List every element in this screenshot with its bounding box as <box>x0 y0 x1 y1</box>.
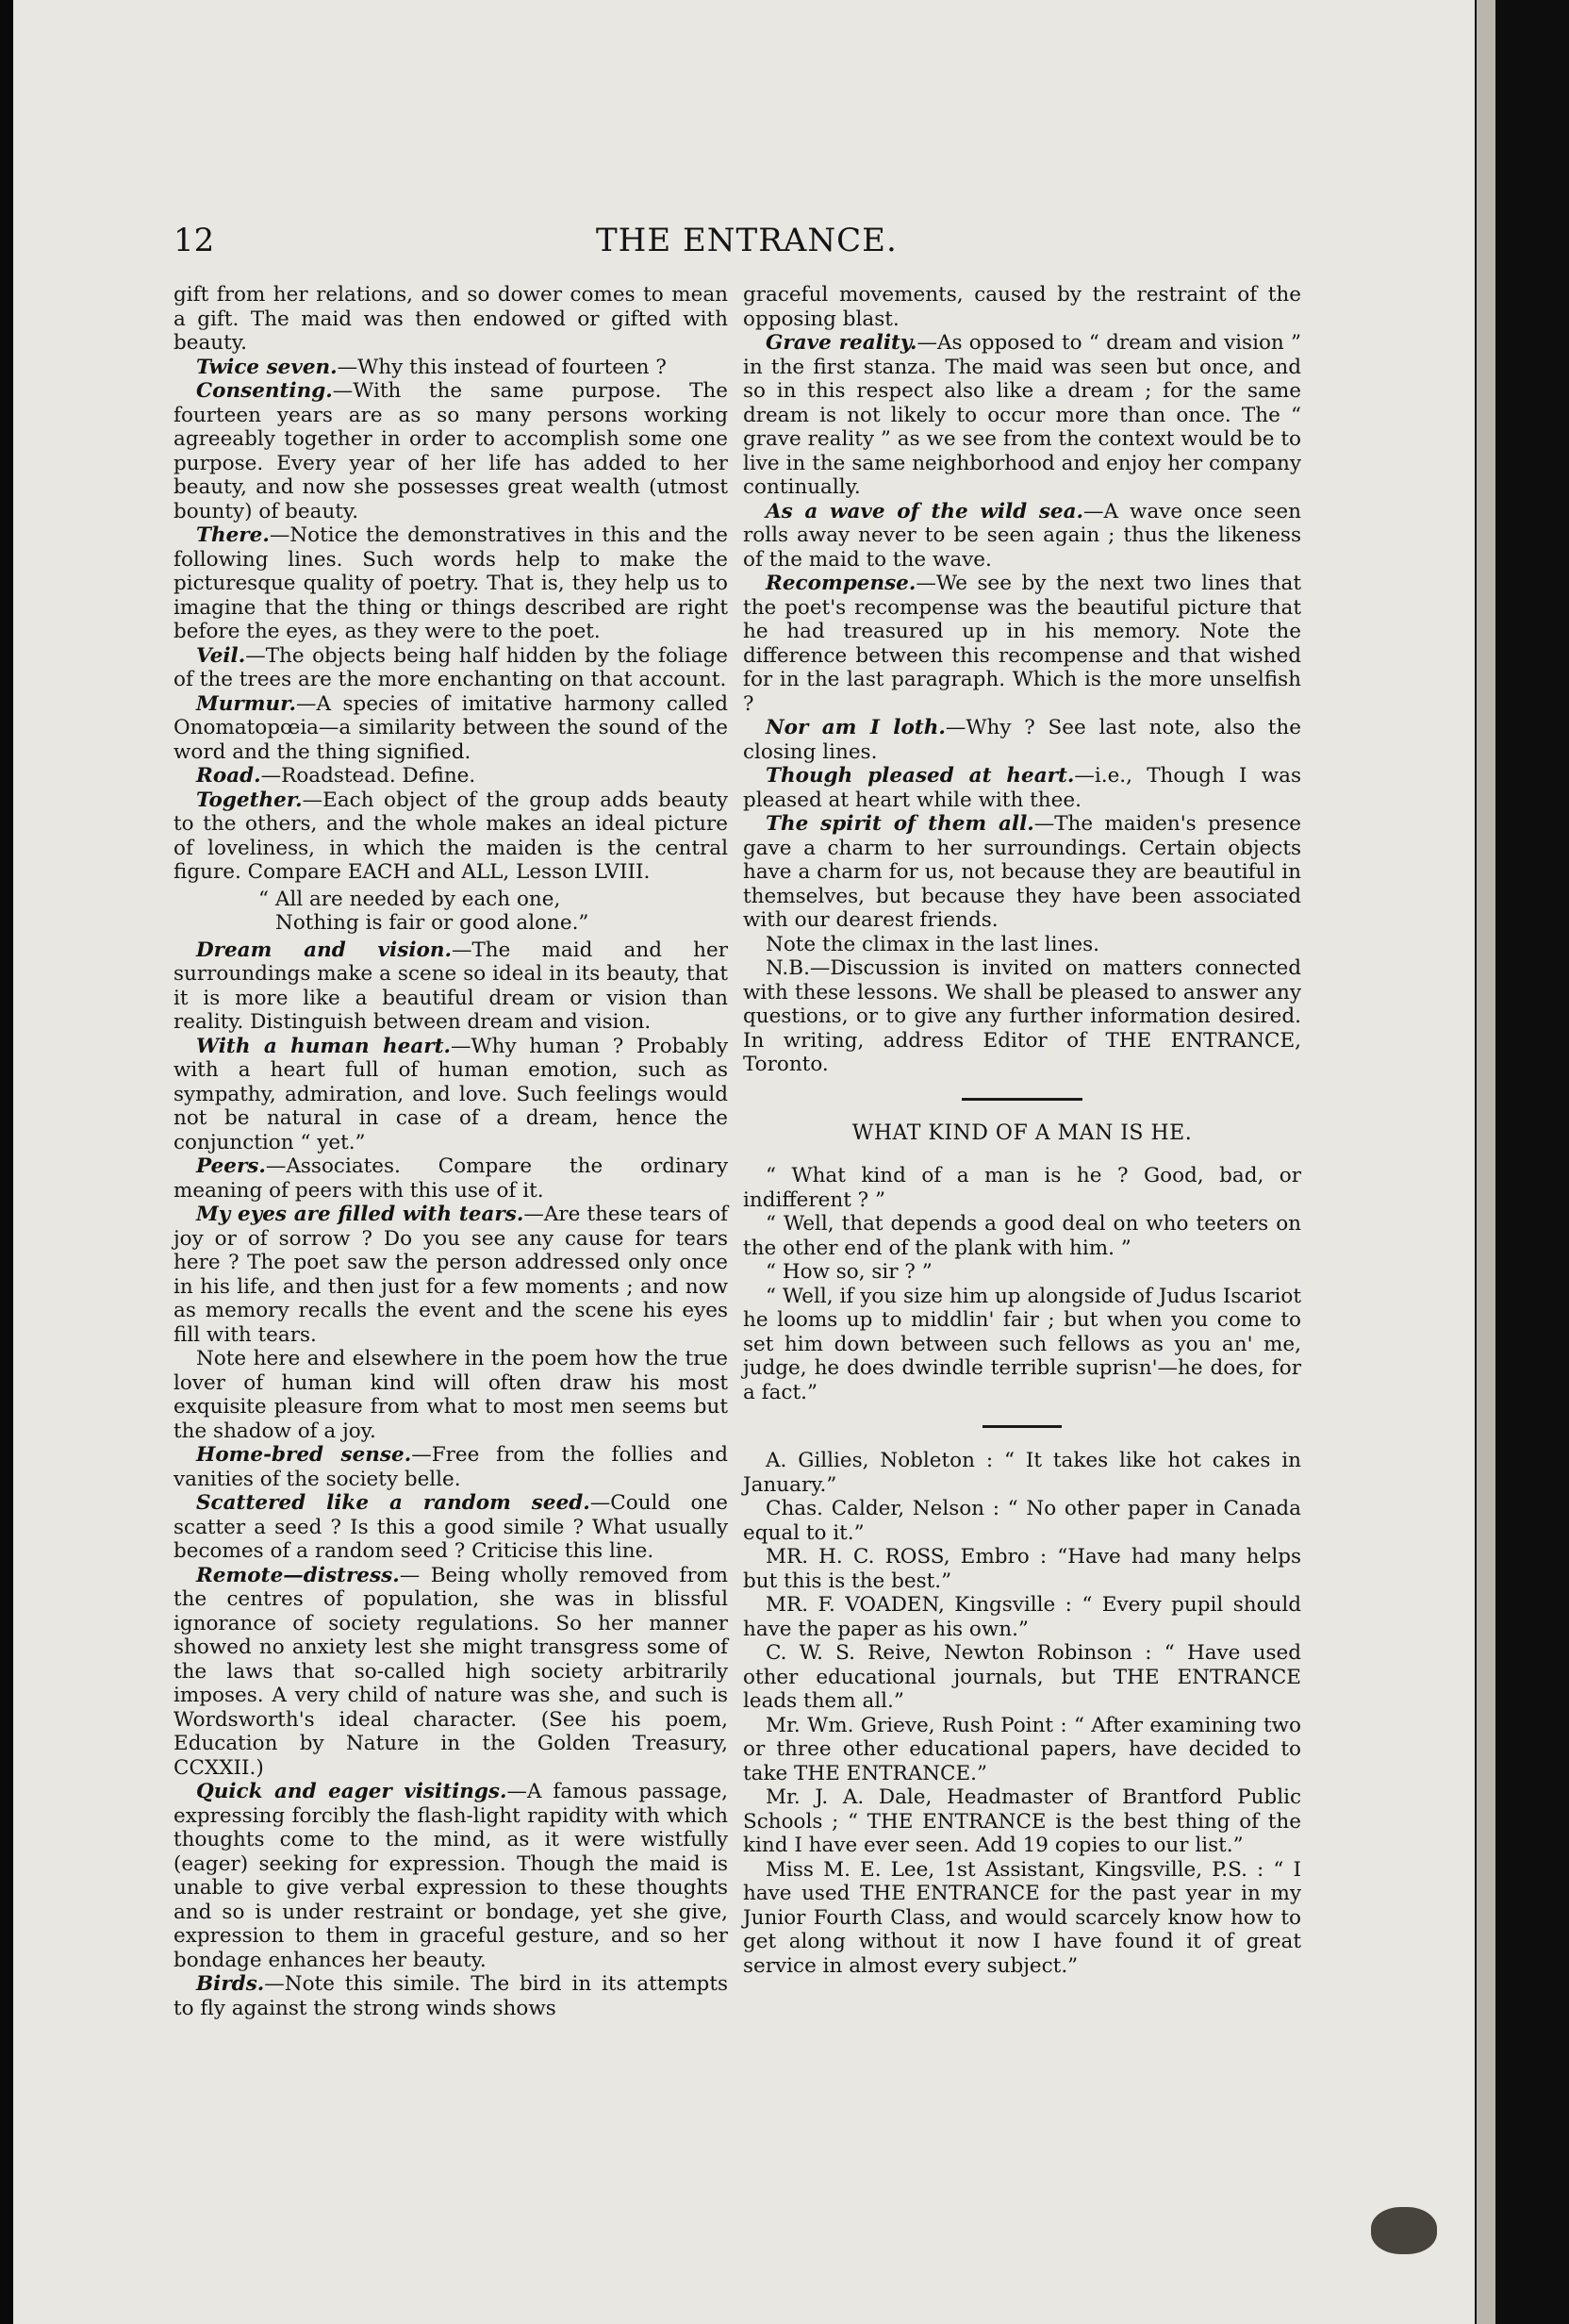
note-paragraph <box>173 692 728 765</box>
left-column <box>173 283 728 2020</box>
note-text: —Why ? See last note, also the closing lines. <box>743 716 1301 764</box>
note-text: —The maiden's presence gave a charm to her surroundings. Certain objects have a charm for us, not because they are beautiful in themselves, but because they have been associated with our dearest friends. <box>743 812 1301 932</box>
note-text: —Why this instead of fourteen ? <box>337 355 667 379</box>
note-paragraph <box>743 572 1301 716</box>
note-paragraph <box>173 1203 728 1347</box>
note-paragraph <box>743 716 1301 764</box>
note-term: Scattered like a random seed. <box>196 1491 590 1515</box>
section-heading: WHAT KIND OF A MAN IS HE. <box>851 1120 1193 1145</box>
note-paragraph <box>173 379 728 523</box>
magazine-page <box>13 0 1475 2324</box>
note-paragraph <box>173 1491 728 1564</box>
testimonial: C. W. S. Reive, Newton Robinson : “ Have used other educational journals, but THE ENTRANCE leads them all.” <box>743 1641 1301 1713</box>
paragraph: gift from her relations, and so dower comes to mean a gift. The maid was then endowed or gifted with beauty. <box>173 283 728 355</box>
testimonial: MR. F. VOADEN, Kingsville : “ Every pupil should have the paper as his own.” <box>743 1593 1301 1641</box>
note-paragraph <box>743 764 1301 812</box>
note-text: —The maid and her surroundings make a scene so ideal in its beauty, that it is more like a beautiful dream or vision than reality. Distinguish between dream and vision. <box>173 938 728 1034</box>
page-title: THE ENTRANCE. <box>596 222 898 259</box>
note-paragraph <box>173 788 728 885</box>
testimonial: Chas. Calder, Nelson : “ No other paper in Canada equal to it.” <box>743 1497 1301 1545</box>
paragraph: Note here and elsewhere in the poem how the true lover of human kind will often draw his most exquisite pleasure from what to most men seems but the shadow of a joy. <box>173 1347 728 1443</box>
note-paragraph <box>173 356 728 380</box>
note-term: Birds. <box>196 1972 265 1996</box>
next-page-edge <box>1477 0 1495 2324</box>
note-text: —Notice the demonstratives in this and the following lines. Such words help to make the picturesque quality of poetry. That is, they help us to imagine that the thing or things described are right before the eyes, as they were to the poet. <box>173 523 728 643</box>
note-text: —A species of imitative harmony called Onomatopœia—a similarity between the sound of the word and the thing signified. <box>173 691 728 764</box>
note-term: Quick and eager visitings. <box>196 1780 507 1803</box>
note-term: Consenting. <box>196 379 333 403</box>
paragraph: Note the climax in the last lines. <box>766 932 1099 956</box>
note-paragraph <box>173 1443 728 1491</box>
section-divider <box>962 1098 1082 1101</box>
dialogue-line: “ What kind of a man is he ? Good, bad, or indifferent ? ” <box>743 1164 1301 1212</box>
ink-stain <box>1371 2207 1437 2254</box>
quote-line: Nothing is fair or good alone.” <box>275 911 589 935</box>
note-text: —A famous passage, expressing forcibly the flash-light rapidity with which thoughts come to the mind, as it were wistfully (eager) seeking for expression. Though the maid is unable to give verbal expression to these thoughts and so is under restraint or bondage, yet she give, expression to them in graceful gesture, and so her bondage enhances her beauty. <box>173 1780 728 1972</box>
section-divider <box>983 1425 1062 1428</box>
dialogue-line: “ Well, that depends a good deal on who teeters on the other end of the plank with him. ” <box>743 1212 1301 1260</box>
page-number: 12 <box>173 222 215 259</box>
note-text: —Why human ? Probably with a heart full of human emotion, such as sympathy, admiration, and love. Such feelings would not be natural in case of a dream, hence the conjunction “ yet.” <box>173 1034 728 1154</box>
note-text: —i.e., Though I was pleased at heart while with thee. <box>743 764 1301 812</box>
note-text: — Being wholly removed from the centres of population, she was in blissful ignorance of society regulations. So her manner showed no anxiety lest she might transgress some of the laws that so-called high society arbitrarily imposes. A very child of nature was she, and such is Wordsworth's ideal character. (See his poem, Education by Nature in the Golden Treasury, CCXXII.) <box>173 1563 728 1780</box>
note-paragraph <box>173 523 728 644</box>
testimonial: Mr. Wm. Grieve, Rush Point : “ After examining two or three other educational papers, have decided to take THE ENTRANCE.” <box>743 1713 1301 1785</box>
editor-note: N.B.—Discussion is invited on matters connected with these lessons. We shall be pleased to answer any questions, or to give any further information desired. In writing, address Editor of THE ENTRANCE, Toronto. <box>743 956 1301 1076</box>
note-paragraph <box>173 764 728 788</box>
note-term: My eyes are filled with tears. <box>196 1203 524 1226</box>
testimonial: Miss M. E. Lee, 1st Assistant, Kingsville, P.S. : “ I have used THE ENTRANCE for the past year in my Junior Fourth Class, and would scarcely know how to get along without it now I have found it of great service in almost every subject.” <box>743 1857 1301 1978</box>
note-term: Peers. <box>196 1154 266 1178</box>
note-term: Recompense. <box>766 572 917 595</box>
note-term: Remote—distress. <box>196 1563 400 1587</box>
note-term: Together. <box>196 788 303 812</box>
note-term: Road. <box>196 764 261 788</box>
dialogue-line: “ How so, sir ? ” <box>766 1260 933 1284</box>
note-text: —The objects being half hidden by the foliage of the trees are the more enchanting on that account. <box>173 643 728 691</box>
note-term: Dream and vision. <box>196 938 452 962</box>
note-term: Murmur. <box>196 691 296 716</box>
note-text: —Each object of the group adds beauty to the others, and the whole makes an ideal picture of loveliness, in which the maiden is the central figure. Compare EACH and ALL, Lesson LVIII. <box>173 788 728 884</box>
testimonial: A. Gillies, Nobleton : “ It takes like hot cakes in January.” <box>743 1449 1301 1497</box>
note-text: —Free from the follies and vanities of the society belle. <box>173 1443 728 1491</box>
note-text: —As opposed to “ dream and vision ” in the first stanza. The maid was seen but once, and so in this respect also like a dream ; for the same dream is not likely to occur more than once. The “ grave reality ” as we see from the context would be to live in the same neighborhood and enjoy her company continually. <box>743 331 1301 499</box>
note-text: —With the same purpose. The fourteen years are as so many persons working agreeably together in order to accomplish some one purpose. Every year of her life has added to her beauty, and now she possesses great wealth (utmost bounty) of beauty. <box>173 379 728 523</box>
note-text: —Roadstead. Define. <box>260 764 476 788</box>
note-text: —A wave once seen rolls away never to be seen again ; thus the likeness of the maid to the wave. <box>743 499 1301 572</box>
note-term: Nor am I loth. <box>766 716 946 739</box>
note-term: Grave reality. <box>766 331 917 355</box>
note-term: Though pleased at heart. <box>766 764 1075 788</box>
testimonial: Mr. J. A. Dale, Headmaster of Brantford Public Schools ; “ THE ENTRANCE is the best thing of the kind I have ever seen. Add 19 copies to our list.” <box>743 1785 1301 1857</box>
note-term: Veil. <box>196 643 246 668</box>
note-paragraph <box>743 500 1301 573</box>
note-term: As a wave of the wild sea. <box>766 499 1084 523</box>
note-text: —Associates. Compare the ordinary meaning of peers with this use of it. <box>173 1154 728 1203</box>
note-text: —Are these tears of joy or of sorrow ? Do you see any cause for tears here ? The poet saw the person addressed only once in his life, and then just for a few moments ; and now as memory recalls the event and the scene his eyes fill with tears. <box>173 1203 728 1347</box>
verse-quote <box>258 888 728 936</box>
note-paragraph <box>173 938 728 1035</box>
right-column <box>743 283 1301 1978</box>
note-term: The spirit of them all. <box>766 812 1034 836</box>
note-term: Home-bred sense. <box>196 1443 412 1467</box>
note-paragraph <box>743 331 1301 500</box>
quote-line: “ All are needed by each one, <box>258 887 561 911</box>
note-paragraph <box>743 812 1301 933</box>
note-paragraph <box>173 1154 728 1203</box>
note-text: —Note this simile. The bird in its attempts to fly against the strong winds shows <box>173 1972 728 2020</box>
note-paragraph <box>173 1780 728 1972</box>
note-text: —Could one scatter a seed ? Is this a good simile ? What usually becomes of a random seed ? Criticise this line. <box>173 1491 728 1563</box>
note-text: —We see by the next two lines that the poet's recompense was the beautiful picture that he had treasured up in his memory. Note the difference between this recompense and that wished for in the last paragraph. Which is the more unselfish ? <box>743 572 1301 716</box>
note-term: With a human heart. <box>196 1034 452 1058</box>
note-paragraph <box>173 1972 728 2020</box>
note-term: There. <box>196 523 270 547</box>
note-paragraph <box>173 644 728 692</box>
note-paragraph <box>173 1564 728 1781</box>
note-paragraph <box>173 1035 728 1155</box>
note-term: Twice seven. <box>196 355 338 379</box>
dialogue-line: “ Well, if you size him up alongside of Judus Iscariot he looms up to middlin' fair ; but when you come to set him down between such fellows as you an' me, judge, he does dwindle terrible suprisn'—he does, for a fact.” <box>743 1284 1301 1404</box>
testimonial: MR. H. C. ROSS, Embro : “Have had many helps but this is the best.” <box>743 1545 1301 1593</box>
paragraph: graceful movements, caused by the restraint of the opposing blast. <box>743 283 1301 331</box>
